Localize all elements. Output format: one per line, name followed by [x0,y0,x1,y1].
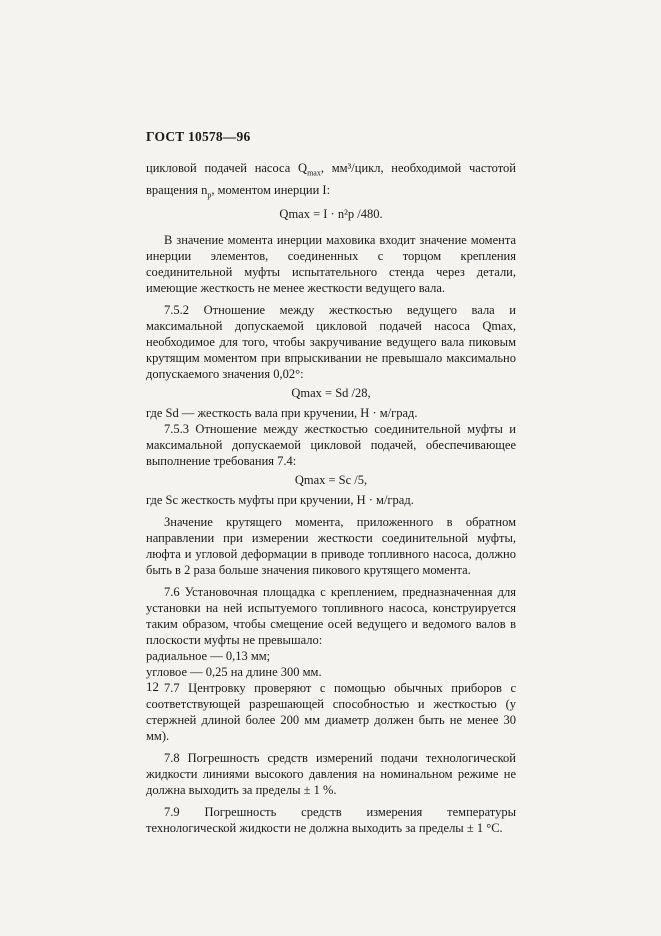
paragraph-10: 7.8 Погрешность средств измерений подачи технологической жидкости линиями высокого давления на номинальном режиме не должна выходить за пределы ± 1 %. [146,751,516,797]
paragraph-4: где Sd — жесткость вала при кручении, Н · м/град. [146,406,418,420]
paragraph-7: Значение крутящего момента, приложенного в обратном направлении при измерении жесткости соединительной муфты, люфта и угловой деформации в приводе топливного насоса, должно быть в 2 раза больше значения пикового крутящего момента. [146,515,516,577]
page-number: 12 [146,679,159,694]
paragraph-6: где Sc жесткость муфты при кручении, Н · м/град. [146,493,414,507]
list-item-radial: радиальное — 0,13 мм; [146,649,271,663]
p1-part-b: , мм³/цикл, необходимой частотой вращения n [146,161,516,197]
paragraph-11: 7.9 Погрешность средств измерения температуры технологической жидкости не должна выходить за пределы ± 1 °С. [146,805,516,835]
paragraph-8: 7.6 Установочная площадка с креплением, предназначенная для установки на ней испытуемого топливного насоса, конструируется таким образом, чтобы смещение осей ведущего и ведомого валов в плоскости муфты не превышало: [146,585,516,647]
paragraph-3: 7.5.2 Отношение между жесткостью ведущего вала и максимальной допускаемой цикловой подачей насоса Qmax, необходимое для того, чтобы закручивание ведущего вала пиковым крутящим моментом при впрыскивании не превышало максимально допускаемого значения 0,02°: [146,303,516,381]
formula-1: Qmax = I · n²p /480. [279,207,383,221]
paragraph-9: 7.7 Центровку проверяют с помощью обычных приборов с соответствующей разрешающей способностью и жесткостью (у стержней длиной более 200 мм диаметр должен быть не менее 30 мм). [146,681,516,743]
formula-3: Qmax = Sc /5, [294,473,368,487]
p1-sub-p: p [207,190,212,199]
p1-part-a: цикловой подачей насоса Q [146,161,308,175]
formula-2: Qmax = Sd /28, [291,386,371,400]
list-item-angular: угловое — 0,25 на длине 300 мм. [146,665,322,679]
document-body [146,160,516,836]
paragraph-2: В значение момента инерции маховика входит значение момента инерции элементов, соединенных с торцом крепления соединительной муфты испытательного стенда через детали, имеющие жесткость не менее жесткости ведущего вала. [146,233,516,295]
paragraph-1 [146,160,516,203]
p1-sub-max: max [307,168,321,178]
p1-part-c: , моментом инерции I: [211,182,331,197]
paragraph-5: 7.5.3 Отношение между жесткостью соединительной муфты и максимальной допускаемой цикловой подачей, обеспечивающее выполнение требования 7.4: [146,422,516,468]
document-header: ГОСТ 10578—96 [146,129,251,144]
tolerance-list [146,648,516,680]
